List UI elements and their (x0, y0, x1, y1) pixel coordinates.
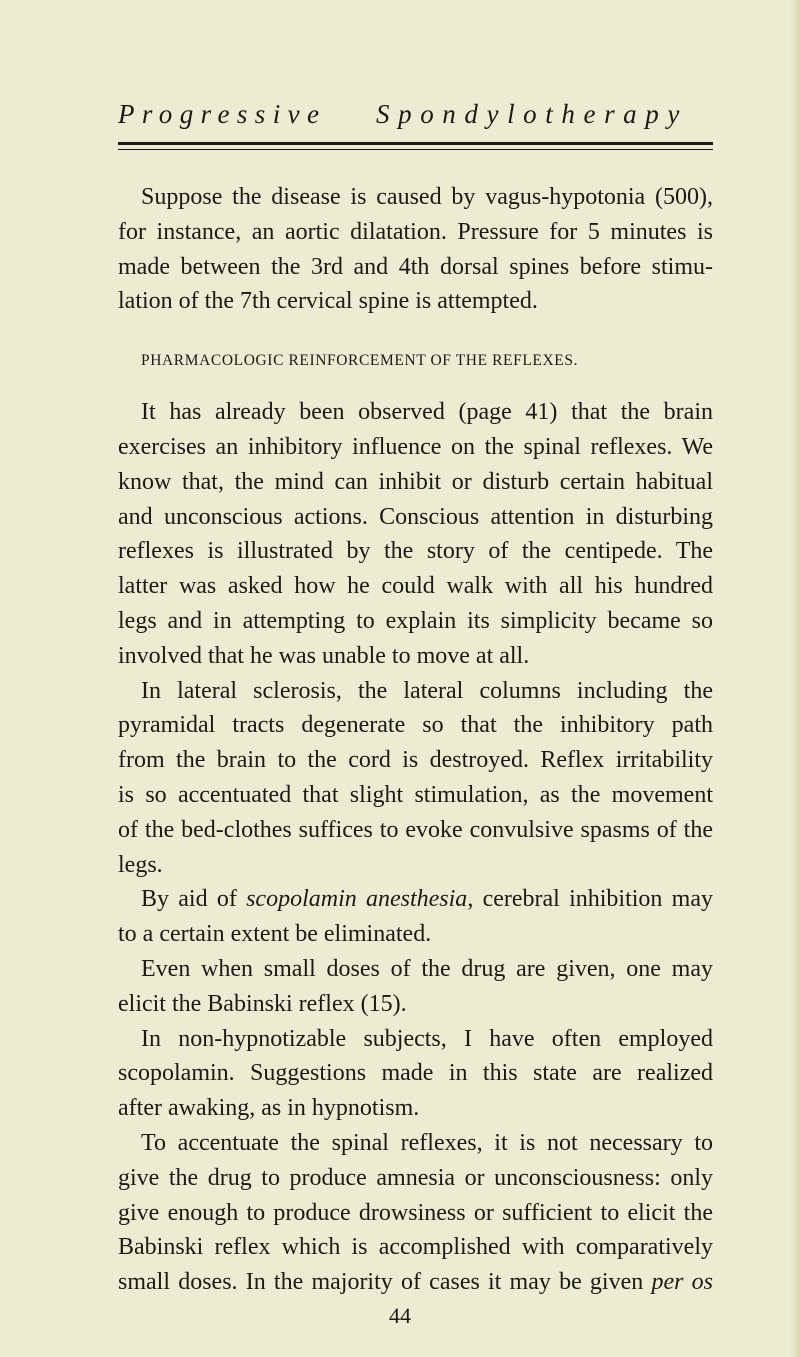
text-line: Even when small doses of the drug are given, one may (141, 955, 713, 982)
running-head-left: Progressive (118, 99, 327, 129)
text-line: legs and in attempting to explain its simplicity became so (118, 607, 713, 634)
paragraph-lateral-sclerosis (118, 674, 713, 883)
page-edge (790, 0, 800, 1357)
text-line: is so accentuated that slight stimulation, as the movement (118, 781, 713, 808)
paragraph-accentuate (118, 1126, 713, 1300)
text-line: give enough to produce drowsiness or sufficient to elicit the (118, 1199, 713, 1226)
italic-term: per os (651, 1269, 713, 1296)
page-number: 44 (389, 1303, 411, 1328)
text-line: made between the 3rd and 4th dorsal spines before stimu- (118, 253, 713, 280)
text-line: It has already been observed (page 41) that the brain (141, 399, 713, 426)
text-line: elicit the Babinski reflex (15). (118, 990, 407, 1017)
text-line: know that, the mind can inhibit or disturb certain habitual (118, 468, 713, 495)
text-line: Suppose the disease is caused by vagus-hypotonia (500), (141, 184, 713, 210)
text-line: after awaking, as in hypnotism. (118, 1095, 420, 1122)
paragraph-non-hypnotizable (118, 1022, 713, 1126)
text-line (118, 882, 713, 917)
section-heading: PHARMACOLOGIC REINFORCEMENT OF THE REFLEXES. (141, 352, 579, 370)
text-run: By aid of (141, 886, 247, 913)
text-line: pyramidal tracts degenerate so that the inhibitory path (118, 712, 713, 739)
italic-term: scopolamin anesthesia (246, 886, 468, 913)
text-line: of the bed-clothes suffices to evoke convulsive spasms of the (118, 816, 713, 843)
text-line (118, 1265, 713, 1300)
text-line: In lateral sclerosis, the lateral columns including the (141, 677, 713, 704)
running-head (118, 96, 713, 146)
paragraph-vagus-hypotonia (118, 180, 713, 319)
text-line: reflexes is illustrated by the story of the centipede. The (118, 538, 713, 565)
text-line: Babinski reflex which is accomplished with comparatively (118, 1234, 713, 1261)
text-line: lation of the 7th cervical spine is attempted. (118, 288, 538, 315)
paragraph-babinski (118, 952, 713, 1022)
text-line: to a certain extent be eliminated. (118, 921, 432, 948)
text-line: involved that he was unable to move at all. (118, 642, 530, 669)
header-rule-thick (118, 142, 713, 145)
paragraph-scopolamin-anesthesia (118, 882, 713, 952)
text-line: exercises an inhibitory influence on the spinal reflexes. We (118, 433, 713, 460)
text-line: legs. (118, 851, 163, 878)
text-line: To accentuate the spinal reflexes, it is not necessary to (141, 1129, 713, 1156)
text-run: small doses. In the majority of cases it may be given (118, 1269, 652, 1296)
text-line: latter was asked how he could walk with all his hundred (118, 573, 713, 600)
running-head-right: Spondylotherapy (376, 99, 688, 129)
text-run: , cerebral inhibition may (467, 886, 713, 913)
paragraph-inhibition (118, 395, 713, 673)
body-text (118, 180, 713, 1300)
text-line: and unconscious actions. Conscious attention in disturbing (118, 503, 713, 530)
header-rule-thin (118, 149, 713, 150)
text-line: scopolamin. Suggestions made in this state are realized (118, 1060, 713, 1087)
text-line: In non-hypnotizable subjects, I have often employed (141, 1025, 713, 1052)
text-line: give the drug to produce amnesia or unconsciousness: only (118, 1164, 713, 1191)
text-line: for instance, an aortic dilatation. Pressure for 5 minutes is (118, 218, 713, 245)
text-line: from the brain to the cord is destroyed. Reflex irritability (118, 747, 713, 774)
